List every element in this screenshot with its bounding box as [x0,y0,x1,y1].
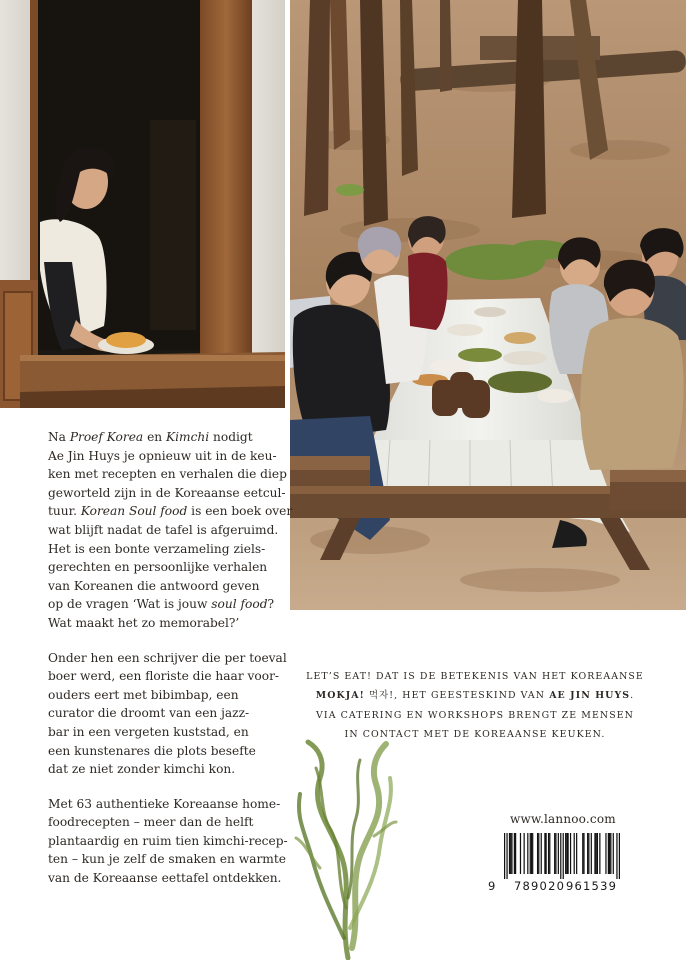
barcode-bar [527,833,528,874]
blurb-line: op de vragen ‘Wat is jouw soul food? [48,597,275,612]
isbn-barcode [488,828,620,900]
barcode-bar [504,833,505,879]
blurb-line: van Koreanen die antwoord geven [48,578,260,593]
barcode-bar [544,833,545,874]
author-description [300,667,650,744]
barcode-bar [531,833,532,874]
barcode-bar [520,833,521,874]
barcode-bar [546,833,547,874]
title-korean-soul-food: Korean Soul food [80,504,188,519]
barcode-bar [565,833,566,874]
blurb-line: wat blijft nadat de tafel is afgeruimd. [48,522,279,537]
publisher-website: www.lannoo.com [510,812,616,826]
barcode-bar [570,833,571,874]
blurb-line: Ae Jin Huys je opnieuw uit in de keu- [48,448,277,463]
blurb-line: een kunstenares die plots besefte [48,743,256,758]
isbn-left-digits: 789020 [514,879,566,893]
barcode-bar [597,833,598,874]
barcode-bar [524,833,525,874]
barcode-bar [583,833,584,874]
blurb-line: geworteld zijn in de Koreaanse eetcul- [48,485,286,500]
blurb-line: curator die droomt van een jazz- [48,706,250,721]
author-description-line: VIA CATERING EN WORKSHOPS BRENGT ZE MENSEN [316,709,634,721]
blurb-line: boer werd, een floriste die haar voor- [48,669,280,684]
blurb-line: van de Koreaanse eettafel ontdekken. [48,871,282,886]
barcode-bar [514,833,515,874]
barcode-bar [530,833,531,874]
barcode-bar [609,833,610,874]
barcode-bar [582,833,583,874]
barcode-bar [588,833,589,874]
author-description-line: LET’S EAT! DAT IS DE BETEKENIS VAN HET KOREAANSE [306,671,644,682]
barcode-bar [554,833,555,874]
barcode-bar [549,833,550,874]
blurb-line: Met 63 authentieke Koreaanse home- [48,796,281,811]
isbn-prefix-digit: 9 [488,879,496,893]
barcode-bar [619,833,620,879]
isbn-number [488,879,620,895]
barcode-bar [515,833,516,874]
blurb-paragraph-1 [48,428,293,633]
blurb-line: bar in een vergeten kuststad, en [48,724,249,739]
barcode-bar [567,833,568,874]
author-description-line: MOKJA! 먹자!, HET GEESTESKIND VAN AE JIN HUYS. [315,690,635,702]
barcode-bar [537,833,538,874]
barcode-bar [605,833,606,874]
photo-outdoor-feast [290,0,686,610]
barcode-bar [558,833,559,874]
barcode-bar [541,833,542,874]
blurb-line: Onder hen een schrijver die per toeval [48,650,287,665]
barcode-bar [509,833,510,874]
blurb-line: dat ze niet zonder kimchi kon. [48,762,236,777]
blurb-line: Het is een bonte verzameling ziels- [48,541,266,556]
blurb-line: plantaardig en ruim tien kimchi-recep- [48,833,288,848]
barcode-bar [511,833,512,874]
barcode-bar [594,833,595,874]
barcode-bar [563,833,564,879]
barcode-bar [555,833,556,874]
emphasis-soul-food: soul food [211,597,268,612]
barcode-bar [560,833,561,879]
author-name: AE JIN HUYS [549,690,631,702]
barcode-bar [510,833,511,874]
blurb-line: Wat maakt het zo memorabel?’ [48,615,240,630]
barcode-bar [591,833,592,874]
author-description-line: IN CONTACT MET DE KOREAANSE KEUKEN. [344,728,606,740]
photo-woman-in-doorway [0,0,285,408]
blurb-line: ten – kun je zelf de smaken en warmte [48,852,286,867]
barcode-bar [566,833,567,874]
blurb-line: foodrecepten – meer dan de helft [48,815,254,830]
barcode-bar [538,833,539,874]
blurb-paragraph-3 [48,795,288,888]
barcode-bar [613,833,614,874]
back-cover-blurb [48,428,293,904]
barcode-bar [576,833,577,874]
barcode-bar [608,833,609,874]
blurb-line: gerechten en persoonlijke verhalen [48,560,268,575]
barcode-bar [574,833,575,874]
barcode-bar [610,833,611,874]
title-kimchi: Kimchi [166,430,210,444]
barcode-bar [506,833,507,879]
blurb-line: Na Proef Korea en Kimchi nodigt [48,430,253,444]
barcode-bar [599,833,600,874]
barcode-bar [548,833,549,874]
blurb-line: ouders eert met bibimbap, een [48,687,239,702]
blurb-line: tuur. Korean Soul food is een boek over [48,504,293,519]
brand-mokja: MOKJA! [315,690,365,702]
title-proef-korea: Proef Korea [69,430,144,444]
blurb-paragraph-2 [48,649,287,779]
seaweed-illustration [290,738,400,960]
isbn-right-digits: 961539 [566,879,618,893]
barcode-bar [616,833,617,879]
barcode-bar [587,833,588,874]
barcode-bar [596,833,597,874]
barcode-bars [504,833,620,879]
blurb-line: ken met recepten en verhalen die diep [48,467,287,482]
barcode-bar [532,833,533,874]
